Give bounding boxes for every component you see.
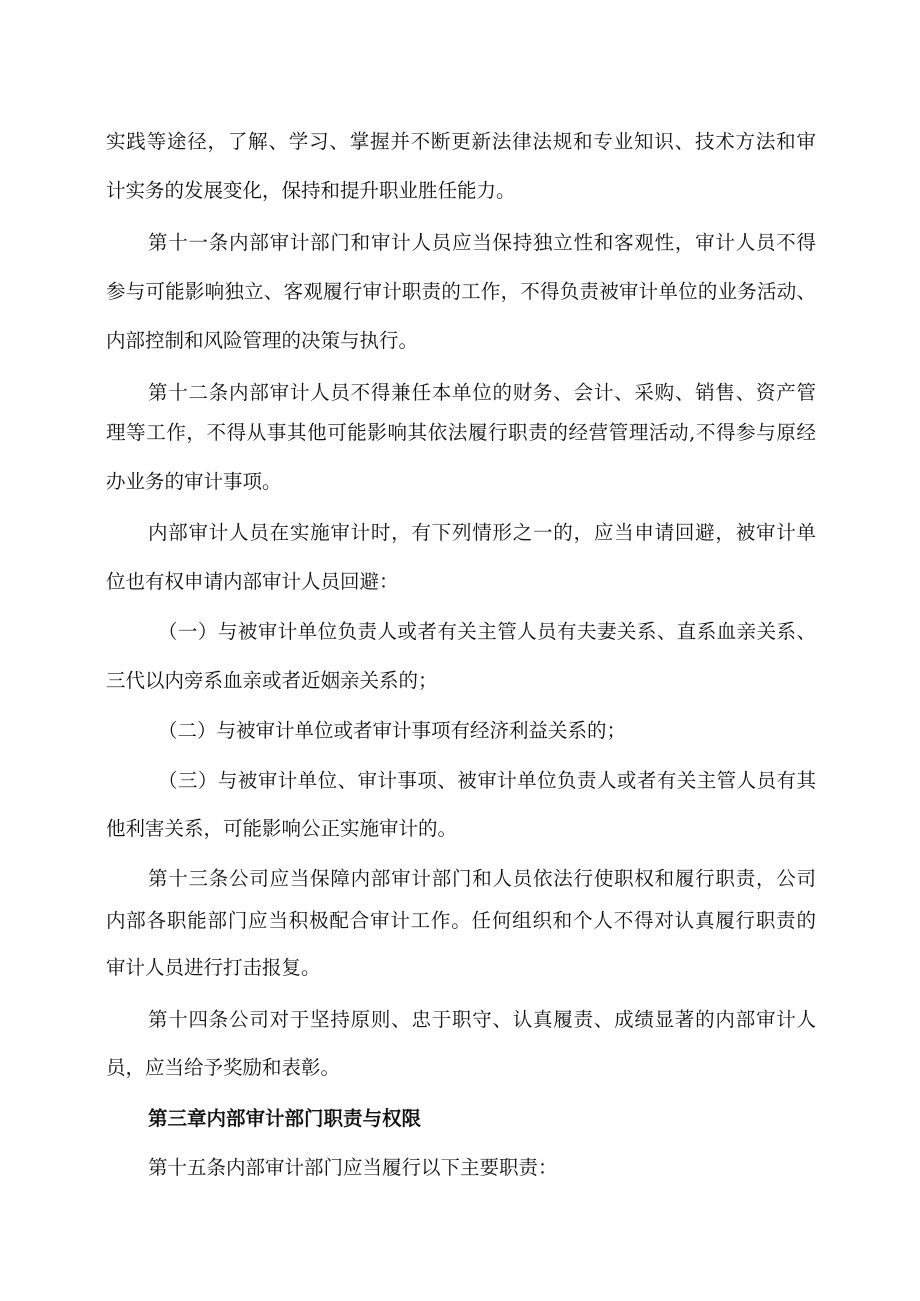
article-11-line: 第十一条内部审计部门和审计人员应当保持独立性和客观性，审计人员不得 [148,231,816,254]
article-11-line: 参与可能影响独立、客观履行审计职责的工作，不得负责被审计单位的业务活动、 [106,280,816,303]
recusal-item-3-line: （三）与被审计单位、审计事项、被审计单位负责人或者有关主管人员有其 [158,769,816,792]
article-13-line: 第十三条公司应当保障内部审计部门和人员依法行使职权和履行职责，公司 [148,867,816,890]
article-12-line: 办业务的审计事项。 [106,470,282,493]
article-13-line: 内部各职能部门应当积极配合审计工作。任何组织和个人不得对认真履行职责的 [106,909,816,932]
recusal-item-2-line: （二）与被审计单位或者审计事项有经济利益关系的； [158,719,627,742]
recusal-line: 位也有权申请内部审计人员回避： [106,570,399,593]
article-12-line: 第十二条内部审计人员不得兼任本单位的财务、会计、采购、销售、资产管 [148,381,816,404]
recusal-line: 内部审计人员在实施审计时，有下列情形之一的，应当申请回避，被审计单 [148,521,816,544]
recusal-item-3-line: 他利害关系，可能影响公正实施审计的。 [106,817,458,840]
article-14-line: 员，应当给予奖励和表彰。 [106,1056,341,1079]
recusal-item-1-line: （一）与被审计单位负责人或者有关主管人员有夫妻关系、直系血亲关系、 [158,620,816,643]
paragraph-line: 实践等途径，了解、学习、掌握并不断更新法律法规和专业知识、技术方法和审 [106,130,816,153]
article-12-line: 理等工作，不得从事其他可能影响其依法履行职责的经营管理活动,不得参与原经 [106,421,816,444]
article-11-line: 内部控制和风险管理的决策与执行。 [106,329,419,352]
article-15-line: 第十五条内部审计部门应当履行以下主要职责： [148,1156,558,1179]
paragraph-line: 计实务的发展变化，保持和提升职业胜任能力。 [106,179,516,202]
chapter-heading: 第三章内部审计部门职责与权限 [148,1107,422,1130]
article-14-line: 第十四条公司对于坚持原则、忠于职守、认真履责、成绩显著的内部审计人 [148,1008,816,1031]
recusal-item-1-line: 三代以内旁系血亲或者近姻亲关系的； [106,669,438,692]
article-13-line: 审计人员进行打击报复。 [106,956,321,979]
